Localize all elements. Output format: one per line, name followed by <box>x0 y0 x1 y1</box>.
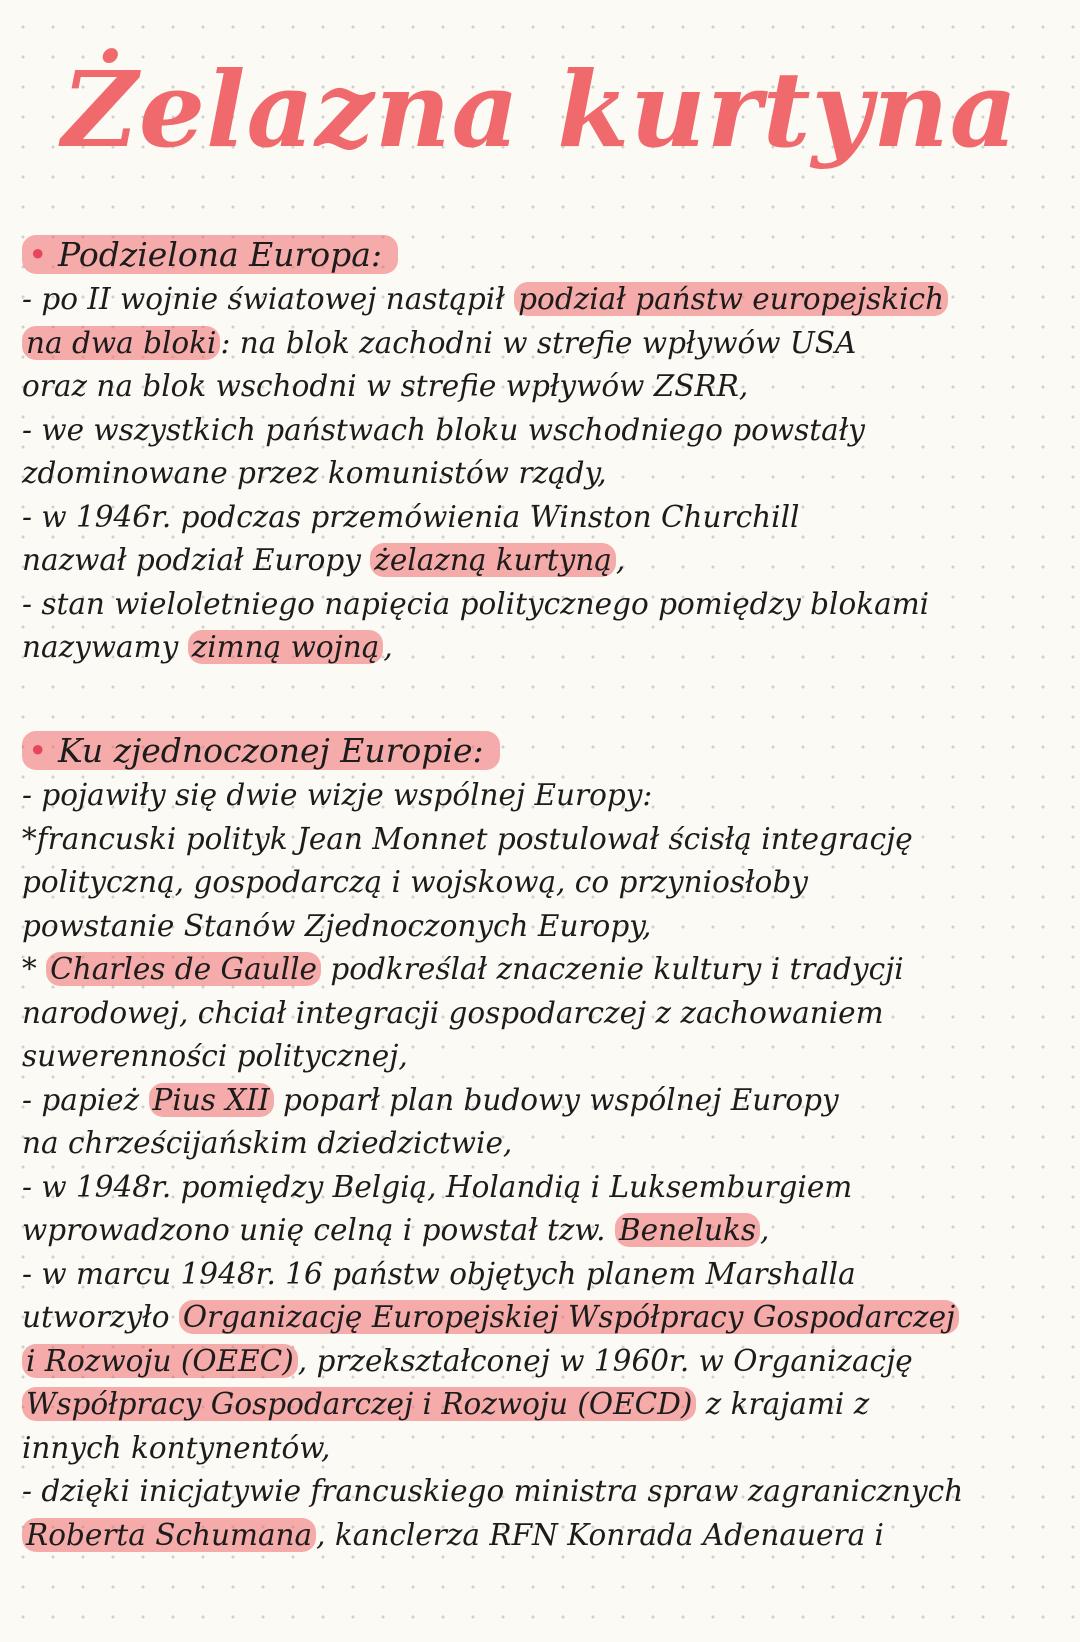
text-line <box>22 1035 1062 1079</box>
section-united-europe <box>22 728 1062 1557</box>
text-line <box>22 1427 1062 1471</box>
heading-text: Podzielona Europa: <box>57 235 383 274</box>
text-line <box>22 496 1062 540</box>
text-line <box>22 1296 1062 1340</box>
highlighted-term: Współpracy Gospodarczej i Rozwoju (OECD) <box>22 1387 696 1421</box>
heading-highlight <box>22 731 500 770</box>
line-text: zdominowane przez komunistów rządy, <box>22 456 607 490</box>
line-text-tail: : na blok zachodni w strefie wpływów USA <box>220 325 857 360</box>
heading-text: Ku zjednoczonej Europie: <box>57 731 484 770</box>
highlighted-term: Roberta Schumana <box>22 1518 316 1552</box>
text-line <box>22 1122 1062 1166</box>
line-text: suwerenności politycznej, <box>22 1039 408 1073</box>
text-line <box>22 1253 1062 1297</box>
line-text: - w 1946r. podczas przemówienia Winston Churchill <box>22 499 800 534</box>
text-line <box>22 365 1062 409</box>
line-text: nazwał podział Europy <box>22 543 371 577</box>
section-heading <box>22 728 1062 774</box>
section-heading <box>22 232 1062 278</box>
text-line <box>22 948 1062 992</box>
line-text: wprowadzono unię celną i powstał tzw. <box>22 1213 615 1247</box>
text-line <box>22 905 1062 949</box>
line-text: narodowej, chciał integracji gospodarczej z zachowaniem <box>22 995 884 1030</box>
line-text: - papież <box>22 1082 149 1117</box>
text-line <box>22 818 1062 862</box>
highlighted-term: żelazną kurtyną <box>370 543 616 577</box>
line-text: - w 1948r. pomiędzy Belgią, Holandią i Luksemburgiem <box>22 1169 853 1204</box>
line-text: - we wszystkich państwach bloku wschodniego powstały <box>22 412 865 447</box>
line-text: polityczną, gospodarczą i wojskową, co przyniosłoby <box>22 865 808 899</box>
line-text: - stan wieloletniego napięcia politycznego pomiędzy blokami <box>22 586 930 621</box>
section-divided-europe <box>22 232 1062 670</box>
line-text-tail: , <box>615 543 626 577</box>
text-line <box>22 1209 1062 1253</box>
line-text: - w marcu 1948r. 16 państw objętych planem Marshalla <box>22 1256 856 1291</box>
line-text-tail: z krajami z <box>696 1387 870 1421</box>
line-text: - dzięki inicjatywie francuskiego ministra spraw zagranicznych <box>22 1474 964 1508</box>
line-text: powstanie Stanów Zjednoczonych Europy, <box>22 908 652 943</box>
text-line <box>22 861 1062 905</box>
line-text: nazywamy <box>22 630 188 664</box>
highlighted-term: podział państw europejskich <box>514 282 948 316</box>
text-line <box>22 1383 1062 1427</box>
text-line <box>22 452 1062 496</box>
text-line <box>22 1079 1062 1123</box>
highlighted-term: zimną wojną <box>188 630 384 664</box>
highlighted-term: Charles de Gaulle <box>46 952 321 986</box>
bullet-icon: • <box>28 235 48 274</box>
text-line <box>22 1470 1062 1514</box>
line-text-tail: , <box>383 630 393 664</box>
highlighted-term: Organizację Europejskiej Współpracy Gospodarczej <box>179 1300 959 1334</box>
text-line <box>22 409 1062 453</box>
bullet-icon: • <box>28 731 48 770</box>
line-text-tail: , przekształconej w 1960r. w Organizację <box>297 1343 913 1378</box>
page-title: Żelazna kurtyna <box>61 48 1019 171</box>
text-line <box>22 278 1062 322</box>
line-text: *francuski polityk Jean Monnet postulował ścisłą integrację <box>22 821 913 856</box>
text-line <box>22 583 1062 627</box>
text-line <box>22 1340 1062 1384</box>
highlighted-term: i Rozwoju (OEEC) <box>22 1344 298 1378</box>
line-text: oraz na blok wschodni w strefie wpływów ZSRR, <box>22 369 749 403</box>
line-text: * <box>22 952 47 986</box>
line-text: utworzyło <box>22 1300 179 1334</box>
highlighted-term: na dwa bloki <box>22 326 220 360</box>
text-line <box>22 1166 1062 1210</box>
text-line <box>22 1514 1062 1558</box>
highlighted-term: Pius XII <box>149 1083 274 1117</box>
line-text-tail: podkreślał znaczenie kultury i tradycji <box>321 952 904 986</box>
heading-highlight <box>22 235 398 274</box>
text-line <box>22 626 1062 670</box>
line-text: innych kontynentów, <box>22 1430 331 1465</box>
line-text: - pojawiły się dwie wizje wspólnej Europy: <box>22 778 653 812</box>
line-text-tail: poparł plan budowy wspólnej Europy <box>273 1082 839 1117</box>
text-line <box>22 774 1062 818</box>
line-text: - po II wojnie światowej nastąpił <box>22 282 515 316</box>
text-line <box>22 992 1062 1036</box>
highlighted-term: Beneluks <box>615 1213 760 1247</box>
line-text-tail: , kanclerza RFN Konrada Adenauera i <box>316 1517 884 1552</box>
text-line <box>22 539 1062 583</box>
text-line <box>22 322 1062 366</box>
line-text: na chrześcijańskim dziedzictwie, <box>22 1126 513 1160</box>
line-text-tail: , <box>760 1213 770 1247</box>
